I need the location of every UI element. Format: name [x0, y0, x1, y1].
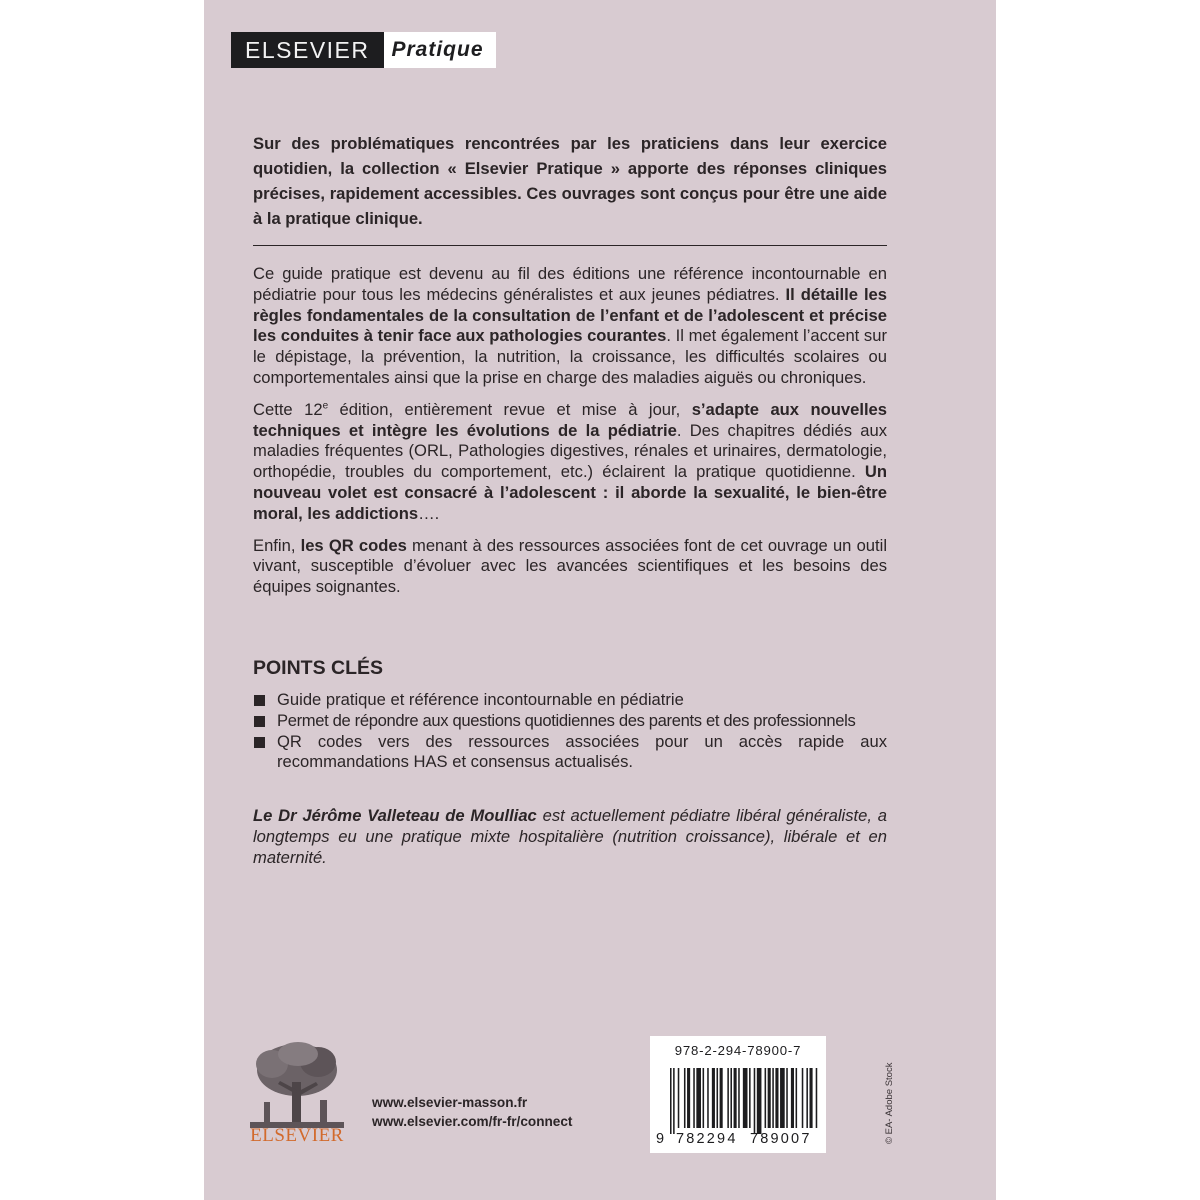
description	[253, 264, 887, 609]
author-bio-text: est actuellement pédiatre libéral généraliste, a longtemps eu une pratique mixte hospitalière (nutrition croissance), libérale et en maternité.	[253, 806, 888, 867]
barcode-bar	[693, 1068, 695, 1128]
text-span: . Des chapitres dédiés aux maladies fréquentes (ORL, Pathologies digestives, rénales et urinaires, dermatologie, orthopédie, troubles du comportement, etc.) éclairent la pratique quotidienne.	[253, 420, 887, 482]
barcode-bar	[765, 1068, 767, 1128]
ean-right-digits: 789007	[750, 1131, 812, 1147]
text-span: édition, entièrement revue et mise à jour,	[328, 399, 692, 419]
ean-first-digit: 9	[656, 1131, 667, 1147]
key-point-text: QR codes vers des ressources associées pour un accès rapide aux recommandations HAS et consensus actualisés.	[277, 731, 887, 772]
bold-span: Il détaille les règles fondamentales de la consultation de l’enfant et de l’adolescent et précise les conduites à tenir face aux pathologies courantes	[253, 284, 888, 346]
barcode-bar	[816, 1068, 818, 1128]
barcode-bar	[754, 1068, 756, 1134]
barcode-bar	[712, 1068, 715, 1128]
url-link[interactable]: www.elsevier-masson.fr	[372, 1095, 528, 1110]
barcode-bar	[796, 1068, 798, 1128]
series-logo-elsevier: ELSEVIER	[231, 32, 384, 68]
series-logo-pratique: Pratique	[384, 32, 496, 68]
key-point-item	[253, 711, 887, 732]
bold-span: s’adapte aux nouvelles techniques et intègre les évolutions de la pédiatrie	[253, 399, 888, 440]
bold-span: Un nouveau volet est consacré à l’adolescent : il aborde la sexualité, le bien-être moral, les addictions	[253, 462, 887, 523]
barcode-bar	[791, 1068, 794, 1128]
description-paragraph-3	[253, 536, 887, 598]
key-point-item	[253, 690, 887, 711]
barcode-bar	[780, 1068, 785, 1128]
bold-span: les QR codes	[300, 535, 407, 555]
photo-credit: © EA- Adobe Stock	[884, 1062, 895, 1144]
text-span: Enfin,	[253, 535, 301, 555]
barcode-bar	[786, 1068, 788, 1128]
square-bullet-icon	[254, 737, 265, 748]
key-point-item	[253, 732, 887, 774]
barcode-bar	[743, 1068, 748, 1128]
key-points-list	[253, 690, 887, 773]
barcode-bar	[703, 1068, 705, 1128]
publisher-urls	[372, 1094, 572, 1131]
barcode-bar	[720, 1068, 723, 1128]
barcode-bar	[802, 1068, 804, 1128]
url-link[interactable]: www.elsevier.com/fr-fr/connect	[372, 1113, 573, 1129]
key-points-title: POINTS CLÉS	[253, 657, 384, 679]
barcode-bar	[730, 1068, 732, 1128]
text-span: Cette 12	[253, 399, 323, 419]
square-bullet-icon	[254, 716, 265, 727]
superscript: e	[322, 400, 329, 412]
author-bio	[253, 806, 887, 868]
barcode-bar	[673, 1068, 675, 1134]
text-span: Ce guide pratique est devenu au fil des éditions une référence incontournable en pédiatrie pour tous les médecins généralistes et aux jeunes pédiatres.	[253, 264, 887, 304]
barcode-bar	[738, 1068, 740, 1128]
barcode-bar	[684, 1068, 686, 1128]
barcode-bar	[772, 1068, 774, 1128]
barcode-bar	[810, 1068, 813, 1128]
barcode-bar	[768, 1068, 771, 1128]
text-span: . Il met également l’accent sur le dépistage, la prévention, la nutrition, la croissance, les difficultés scolaires ou comportementales ainsi que la prise en charge des maladies aiguës ou chroniques.	[253, 326, 887, 387]
ean-left-digits: 782294	[676, 1131, 738, 1147]
text-span: ….	[418, 503, 440, 523]
author-name: Le Dr Jérôme Valleteau de Moulliac	[253, 806, 537, 825]
back-cover	[204, 0, 996, 1200]
barcode-bar	[749, 1068, 751, 1128]
barcode-bar	[707, 1068, 709, 1128]
elsevier-tree-logo-icon	[250, 1040, 344, 1132]
barcode-bar	[687, 1068, 690, 1128]
divider-rule	[253, 245, 887, 246]
barcode-bar	[670, 1068, 672, 1134]
barcode-bar	[806, 1068, 808, 1128]
barcode-bar	[757, 1068, 762, 1134]
isbn-number: 978-2-294-78900-7	[674, 1043, 802, 1058]
barcode-bar	[717, 1068, 719, 1128]
barcode-panel	[650, 1036, 826, 1153]
barcode-bar	[727, 1068, 729, 1128]
barcode-bar	[734, 1068, 737, 1128]
key-point-text: Permet de répondre aux questions quotidiennes des parents et des professionnels	[277, 710, 856, 730]
key-point-text: Guide pratique et référence incontournable en pédiatrie	[277, 690, 684, 709]
collection-intro: Sur des problématiques rencontrées par les praticiens dans leur exercice quotidien, la collection « Elsevier Pratique » apporte des réponses cliniques précises, rapidement accessibles. Ces ouvrages sont conçus pour être une aide à la pratique clinique.	[253, 134, 887, 228]
description-paragraph-1	[253, 264, 887, 389]
square-bullet-icon	[254, 695, 265, 706]
barcode-bar	[775, 1068, 778, 1128]
description-paragraph-2	[253, 400, 887, 525]
barcode-bar	[678, 1068, 680, 1128]
text-span: menant à des ressources associées font de cet ouvrage un outil vivant, susceptible d’évoluer avec les avancées scientifiques et les besoins des équipes soignantes.	[253, 535, 888, 597]
series-logo	[231, 32, 496, 68]
barcode-bar	[696, 1068, 701, 1128]
elsevier-wordmark: ELSEVIER	[250, 1125, 344, 1146]
barcode-icon	[650, 1068, 826, 1134]
